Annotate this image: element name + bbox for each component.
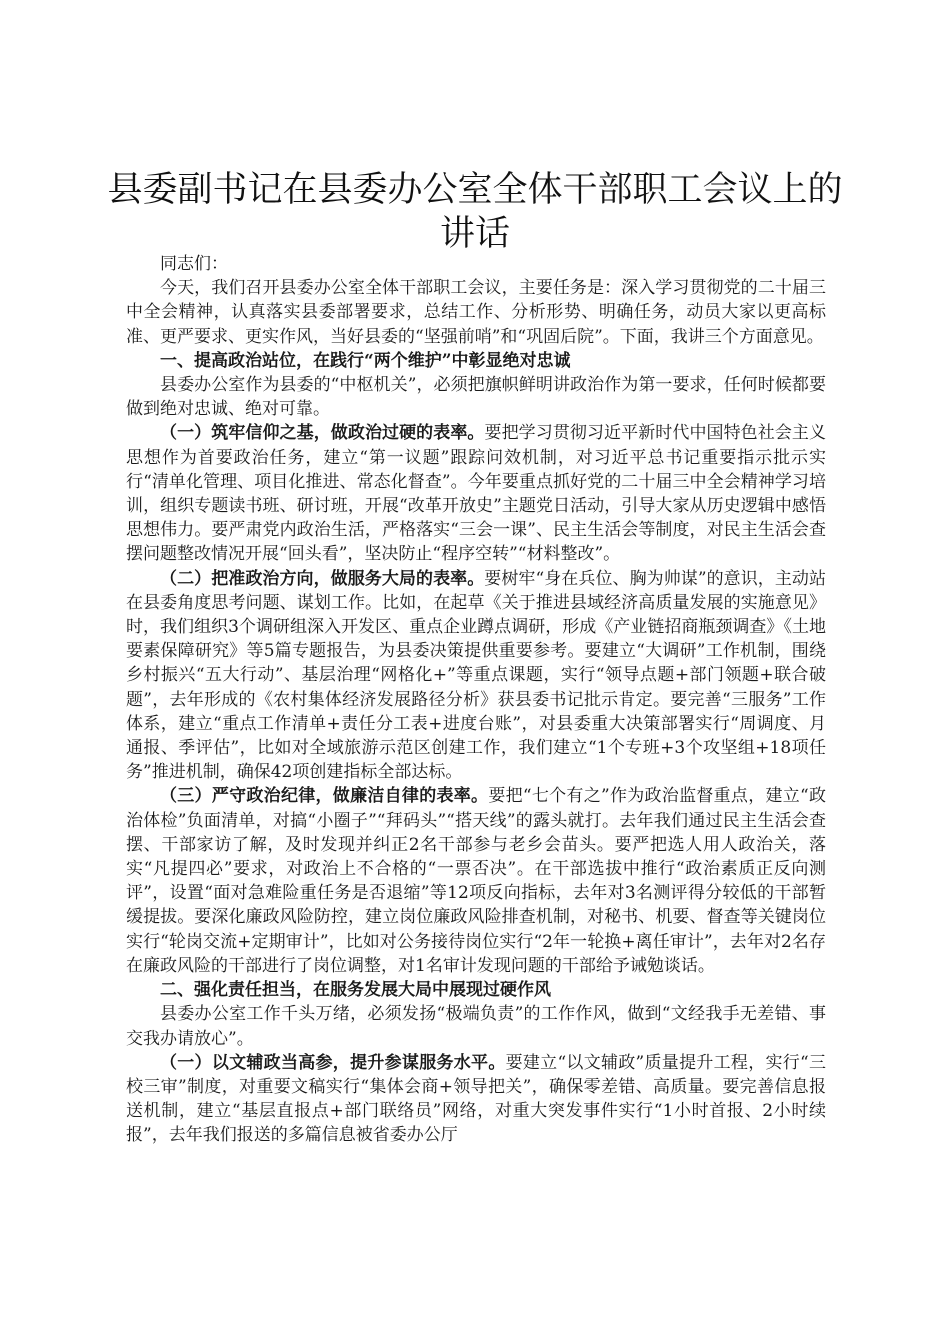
item-lead: （一）以文辅政当高参，提升参谋服务水平。 [160, 1052, 506, 1073]
item-text: 要把“七个有之”作为政治监督重点，建立“政治体检”负面清单，对搞“小圈子”“拜码头”“搭天线”的露头就打。去年我们通过民主生活会查摆、干部家访了解，及时发现并纠正2名干部参与老乡会苗头。要严把选人用人政治关，落实“凡提四必”要求，对政治上不合格的“一票否决”。在干部选拔中推行“政治素质正反向测评”，设置“面对急难险重任务是否退缩”等12项反向指标，去年对3名测评得分较低的干部暂缓提拔。要深化廉政风险防控，建立岗位廉政风险排查机制，对秘书、机要、督查等关键岗位实行“轮岗交流+定期审计”，比如对公务接待岗位实行“2年一轮换+离任审计”，去年对2名存在廉政风险的干部进行了岗位调整，对1名审计发现问题的干部给予诫勉谈话。 [126, 786, 827, 976]
item-text: 要把学习贯彻习近平新时代中国特色社会主义思想作为首要政治任务，建立“第一议题”跟踪问效机制，对习近平总书记重要指示批示实行“清单化管理、项目化推进、常态化督查”。今年要重点抓好党的二十届三中全会精神学习培训，组织专题读书班、研讨班，开展“改革开放史”主题党日活动，引导大家从历史逻辑中感悟思想伟力。要严肃党内政治生活，严格落实“三会一课”、民主生活会等制度，对民主生活会查摆问题整改情况开展“回头看”，坚决防止“程序空转”“材料整改”。 [126, 423, 826, 565]
salutation: 同志们： [160, 254, 228, 274]
section-2-intro: 县委办公室工作千头万绪，必须发扬“极端负责”的工作作风，做到“文经我手无差错、事交我办请放心”。 [126, 1004, 826, 1049]
item-lead: （三）严守政治纪律，做廉洁自律的表率。 [160, 786, 489, 807]
item-text: 要建立“以文辅政”质量提升工程，实行“三校三审”制度，对重要文稿实行“集体会商+领导把关”，确保零差错、高质量。要完善信息报送机制，建立“基层直报点+部门联络员”网络，对重大突发事件实行“1小时首报、2小时续报”，去年我们报送的多篇信息被省委办公厅 [126, 1052, 827, 1146]
document-body [126, 252, 826, 1148]
section-1-item-2 [126, 567, 826, 785]
section-1-heading: 一、提高政治站位，在践行“两个维护”中彰显绝对忠诚 [160, 350, 571, 371]
section-2-heading: 二、强化责任担当，在服务发展大局中展现过硬作风 [160, 980, 551, 1001]
section-1-item-3 [126, 784, 826, 978]
intro-paragraph: 今天，我们召开县委办公室全体干部职工会议，主要任务是：深入学习贯彻党的二十届三中全会精神，认真落实县委部署要求，总结工作、分析形势、明确任务，动员大家以更高标准、更严要求、更实作风，当好县委的“坚强前哨”和“巩固后院”。下面，我讲三个方面意见。 [126, 278, 826, 347]
item-lead: （一）筑牢信仰之基，做政治过硬的表率。 [160, 423, 485, 444]
item-lead: （二）把准政治方向，做服务大局的表率。 [160, 568, 485, 589]
page-title: 县委副书记在县委办公室全体干部职工会议上的讲话 [107, 170, 843, 254]
item-text: 要树牢“身在兵位、胸为帅谋”的意识，主动站在县委角度思考问题、谋划工作。比如，在起草《关于推进县域经济高质量发展的实施意见》时，我们组织3个调研组深入开发区、重点企业蹲点调研，形成《产业链招商瓶颈调查》《土地要素保障研究》等5篇专题报告，为县委决策提供重要参考。要建立“大调研”工作机制，围绕乡村振兴“五大行动”、基层治理“网格化+”等重点课题，实行“领导点题+部门领题+联合破题”，去年形成的《农村集体经济发展路径分析》获县委书记批示肯定。要完善“三服务”工作体系，建立“重点工作清单+责任分工表+进度台账”，对县委重大决策部署实行“周调度、月通报、季评估”，比如对全域旅游示范区创建工作，我们建立“1个专班+3个攻坚组+18项任务”推进机制，确保42项创建指标全部达标。 [126, 568, 827, 783]
section-1-item-1 [126, 421, 826, 566]
section-1-intro: 县委办公室作为县委的“中枢机关”，必须把旗帜鲜明讲政治作为第一要求，任何时候都要做到绝对忠诚、绝对可靠。 [126, 375, 826, 420]
section-2-item-1 [126, 1051, 826, 1148]
